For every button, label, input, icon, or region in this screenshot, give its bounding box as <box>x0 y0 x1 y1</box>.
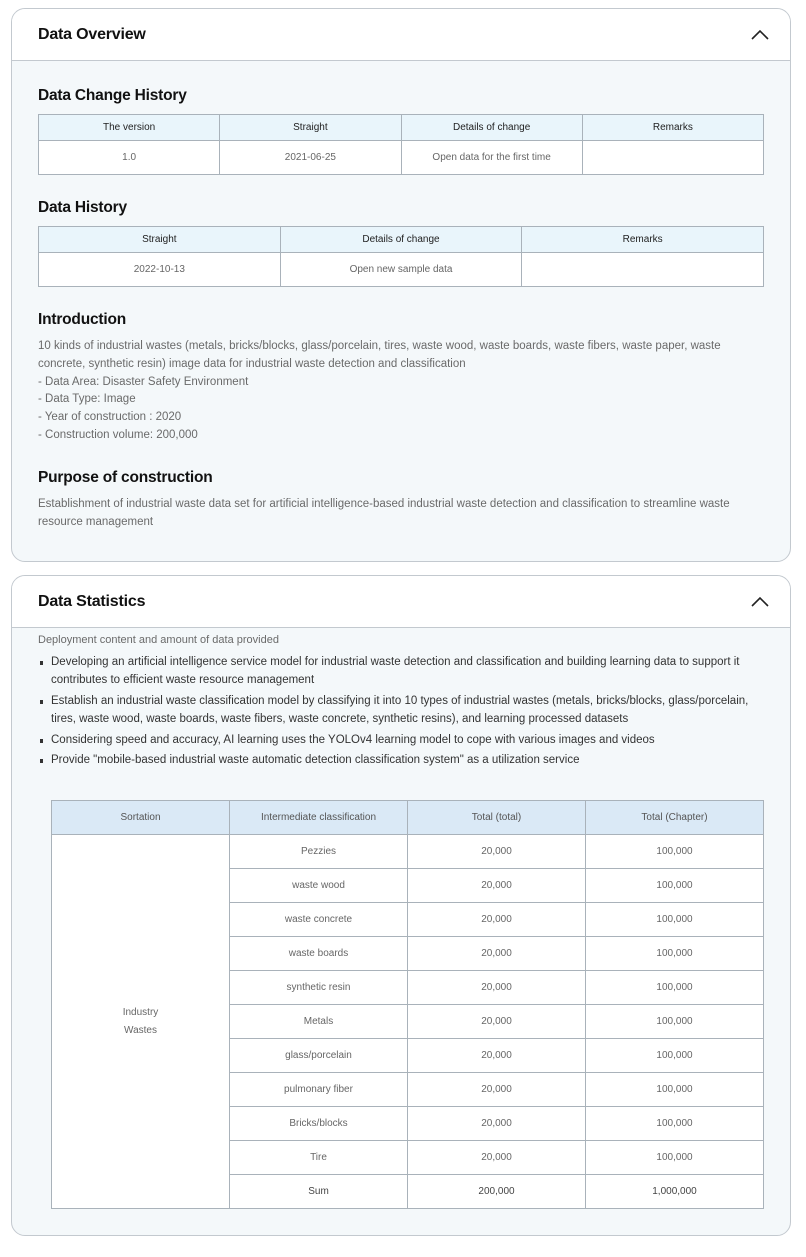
data-overview-title: Data Overview <box>38 25 146 43</box>
classification-cell: Bricks/blocks <box>230 1107 408 1141</box>
chapter-cell: 100,000 <box>586 835 764 869</box>
change-history-title: Data Change History <box>38 87 187 104</box>
data-history-title: Data History <box>38 199 127 216</box>
purpose-title: Purpose of construction <box>38 468 213 486</box>
date-cell: 2022-10-13 <box>39 253 281 287</box>
purpose-section <box>38 469 764 532</box>
column-header: Total (total) <box>408 801 586 835</box>
chapter-cell: 100,000 <box>586 869 764 903</box>
bullet-item: Provide "mobile-based industrial waste automatic detection classification system" as a utilization service <box>38 752 764 770</box>
total-cell: 20,000 <box>408 835 586 869</box>
table-row <box>52 835 764 869</box>
change-history-table <box>38 114 764 175</box>
details-cell: Open new sample data <box>280 253 522 287</box>
table-header-row <box>39 115 764 141</box>
sum-label-cell: Sum <box>230 1175 408 1209</box>
chapter-cell: 100,000 <box>586 1039 764 1073</box>
chapter-cell: 100,000 <box>586 971 764 1005</box>
total-cell: 20,000 <box>408 1039 586 1073</box>
data-history-section <box>38 199 764 287</box>
group-label-line: Wastes <box>124 1024 157 1036</box>
bullet-item: Developing an artificial intelligence service model for industrial waste detection and classification and building learning data to support it contributes to efficient waste resource management <box>38 654 764 690</box>
group-label-line: Industry <box>122 1006 159 1018</box>
data-statistics-header[interactable] <box>12 576 790 628</box>
sum-total-cell: 200,000 <box>408 1175 586 1209</box>
total-cell: 20,000 <box>408 937 586 971</box>
chapter-cell: 100,000 <box>586 903 764 937</box>
chapter-cell: 100,000 <box>586 1073 764 1107</box>
table-header-row <box>39 227 764 253</box>
classification-cell: Pezzies <box>230 835 408 869</box>
purpose-text: Establishment of industrial waste data set for artificial intelligence-based industrial waste detection and classification to streamline waste resource management <box>38 497 730 528</box>
introduction-line: - Data Area: Disaster Safety Environment <box>38 375 249 388</box>
column-header: Straight <box>39 227 281 253</box>
data-statistics-card <box>11 575 791 1236</box>
total-cell: 20,000 <box>408 903 586 937</box>
bullet-item: Establish an industrial waste classification model by classifying it into 10 types of industrial wastes (metals, bricks/blocks, glass/porcelain, tires, waste wood, waste boards, waste fibers, waste concrete, synthetic resins), and learning processed datasets <box>38 693 764 729</box>
column-header: Remarks <box>582 115 763 141</box>
change-history-section <box>38 87 764 175</box>
column-header: Remarks <box>522 227 764 253</box>
data-overview-header[interactable] <box>12 9 790 61</box>
table-row <box>39 141 764 175</box>
classification-cell: glass/porcelain <box>230 1039 408 1073</box>
introduction-section <box>38 311 764 445</box>
version-cell: 1.0 <box>39 141 220 175</box>
data-overview-card <box>11 8 791 562</box>
classification-cell: Metals <box>230 1005 408 1039</box>
data-overview-body <box>12 61 790 561</box>
classification-cell: Tire <box>230 1141 408 1175</box>
column-header: Straight <box>220 115 401 141</box>
column-header: Details of change <box>401 115 582 141</box>
total-cell: 20,000 <box>408 1107 586 1141</box>
introduction-title: Introduction <box>38 311 126 328</box>
introduction-line: - Year of construction : 2020 <box>38 411 182 424</box>
table-row <box>39 253 764 287</box>
data-statistics-title: Data Statistics <box>38 592 146 610</box>
chapter-cell: 100,000 <box>586 1141 764 1175</box>
date-cell: 2021-06-25 <box>220 141 401 175</box>
chevron-up-icon[interactable] <box>750 595 770 609</box>
table-header-row <box>52 801 764 835</box>
sum-chapter-cell: 1,000,000 <box>586 1175 764 1209</box>
chapter-cell: 100,000 <box>586 937 764 971</box>
column-header: Intermediate classification <box>230 801 408 835</box>
classification-cell: waste concrete <box>230 903 408 937</box>
chapter-cell: 100,000 <box>586 1107 764 1141</box>
chevron-up-icon[interactable] <box>750 28 770 42</box>
data-statistics-body <box>12 628 790 1235</box>
remarks-cell <box>522 253 764 287</box>
column-header: Details of change <box>280 227 522 253</box>
total-cell: 20,000 <box>408 1141 586 1175</box>
introduction-line: - Construction volume: 200,000 <box>38 428 198 441</box>
total-cell: 20,000 <box>408 869 586 903</box>
total-cell: 20,000 <box>408 1073 586 1107</box>
details-cell: Open data for the first time <box>401 141 582 175</box>
classification-cell: waste wood <box>230 869 408 903</box>
chapter-cell: 100,000 <box>586 1005 764 1039</box>
column-header: Sortation <box>52 801 230 835</box>
classification-cell: synthetic resin <box>230 971 408 1005</box>
classification-cell: pulmonary fiber <box>230 1073 408 1107</box>
introduction-line: - Data Type: Image <box>38 393 136 406</box>
introduction-text <box>38 338 764 445</box>
total-cell: 20,000 <box>408 971 586 1005</box>
remarks-cell <box>582 141 763 175</box>
total-cell: 20,000 <box>408 1005 586 1039</box>
classification-cell: waste boards <box>230 937 408 971</box>
sortation-group-cell <box>52 835 230 1209</box>
statistics-subtitle: Deployment content and amount of data provided <box>38 634 279 647</box>
statistics-bullet-list <box>38 654 764 770</box>
data-history-table <box>38 226 764 287</box>
introduction-line: 10 kinds of industrial wastes (metals, bricks/blocks, glass/porcelain, tires, waste wood, waste boards, waste fibers, waste paper, waste concrete, synthetic resin) image data for industrial waste detection and classification <box>38 340 721 370</box>
column-header: The version <box>39 115 220 141</box>
statistics-table <box>51 800 764 1209</box>
bullet-item: Considering speed and accuracy, AI learning uses the YOLOv4 learning model to cope with various images and videos <box>38 732 764 750</box>
column-header: Total (Chapter) <box>586 801 764 835</box>
